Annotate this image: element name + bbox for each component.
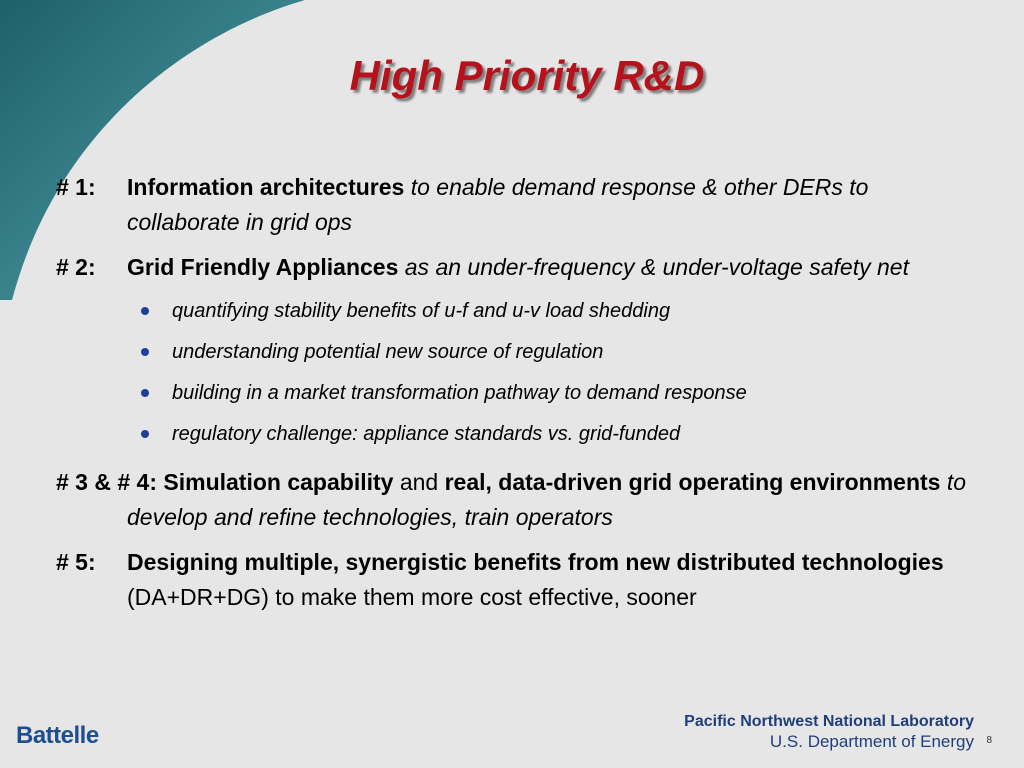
item-bold-text: Designing multiple, synergistic benefits from new distributed technologies — [127, 549, 944, 575]
item-italic-text: as an under-frequency & under-voltage safety net — [404, 254, 909, 280]
bullet-icon — [141, 307, 149, 315]
priority-item-3-4 — [56, 465, 976, 535]
bullet-icon — [141, 389, 149, 397]
sub-bullet-item: regulatory challenge: appliance standards vs. grid-funded — [127, 414, 976, 455]
dept-name: U.S. Department of Energy — [769, 732, 974, 751]
item-plain-text: (DA+DR+DG) to make them more cost effective, sooner — [127, 584, 697, 610]
item-italic-text: to develop and refine technologies, train operators — [127, 469, 967, 530]
slide-content — [56, 170, 976, 625]
item-plain-text: and — [399, 469, 439, 495]
item-bold-text: Grid Friendly Appliances — [127, 254, 399, 280]
pnnl-footer — [684, 712, 974, 752]
page-number: 8 — [986, 735, 992, 746]
bullet-icon — [141, 348, 149, 356]
org-name: Pacific Northwest National Laboratory — [684, 713, 974, 730]
item-number: # 1: — [56, 174, 96, 200]
priority-item-2 — [56, 250, 976, 455]
priority-item-1 — [56, 170, 976, 240]
item-bold-text-2: real, data-driven grid operating environments — [444, 469, 941, 495]
item-number: # 5: — [56, 549, 96, 575]
item-bold-text: Information architectures — [127, 174, 405, 200]
sub-bullet-list — [127, 291, 976, 455]
sub-bullet-item: building in a market transformation pathway to demand response — [127, 373, 976, 414]
item-number: # 2: — [56, 254, 96, 280]
bullet-icon — [141, 430, 149, 438]
sub-bullet-item: quantifying stability benefits of u-f and u-v load shedding — [127, 291, 976, 332]
item-bold-text: Simulation capability — [163, 469, 394, 495]
slide-title: High Priority R&D — [349, 52, 705, 99]
battelle-logo: Battelle — [16, 722, 99, 749]
priority-item-5 — [56, 545, 976, 615]
item-italic-text: to enable demand response & other DERs to collaborate in grid ops — [127, 174, 869, 235]
item-number: # 3 & # 4: — [56, 469, 157, 495]
sub-bullet-item: understanding potential new source of regulation — [127, 332, 976, 373]
